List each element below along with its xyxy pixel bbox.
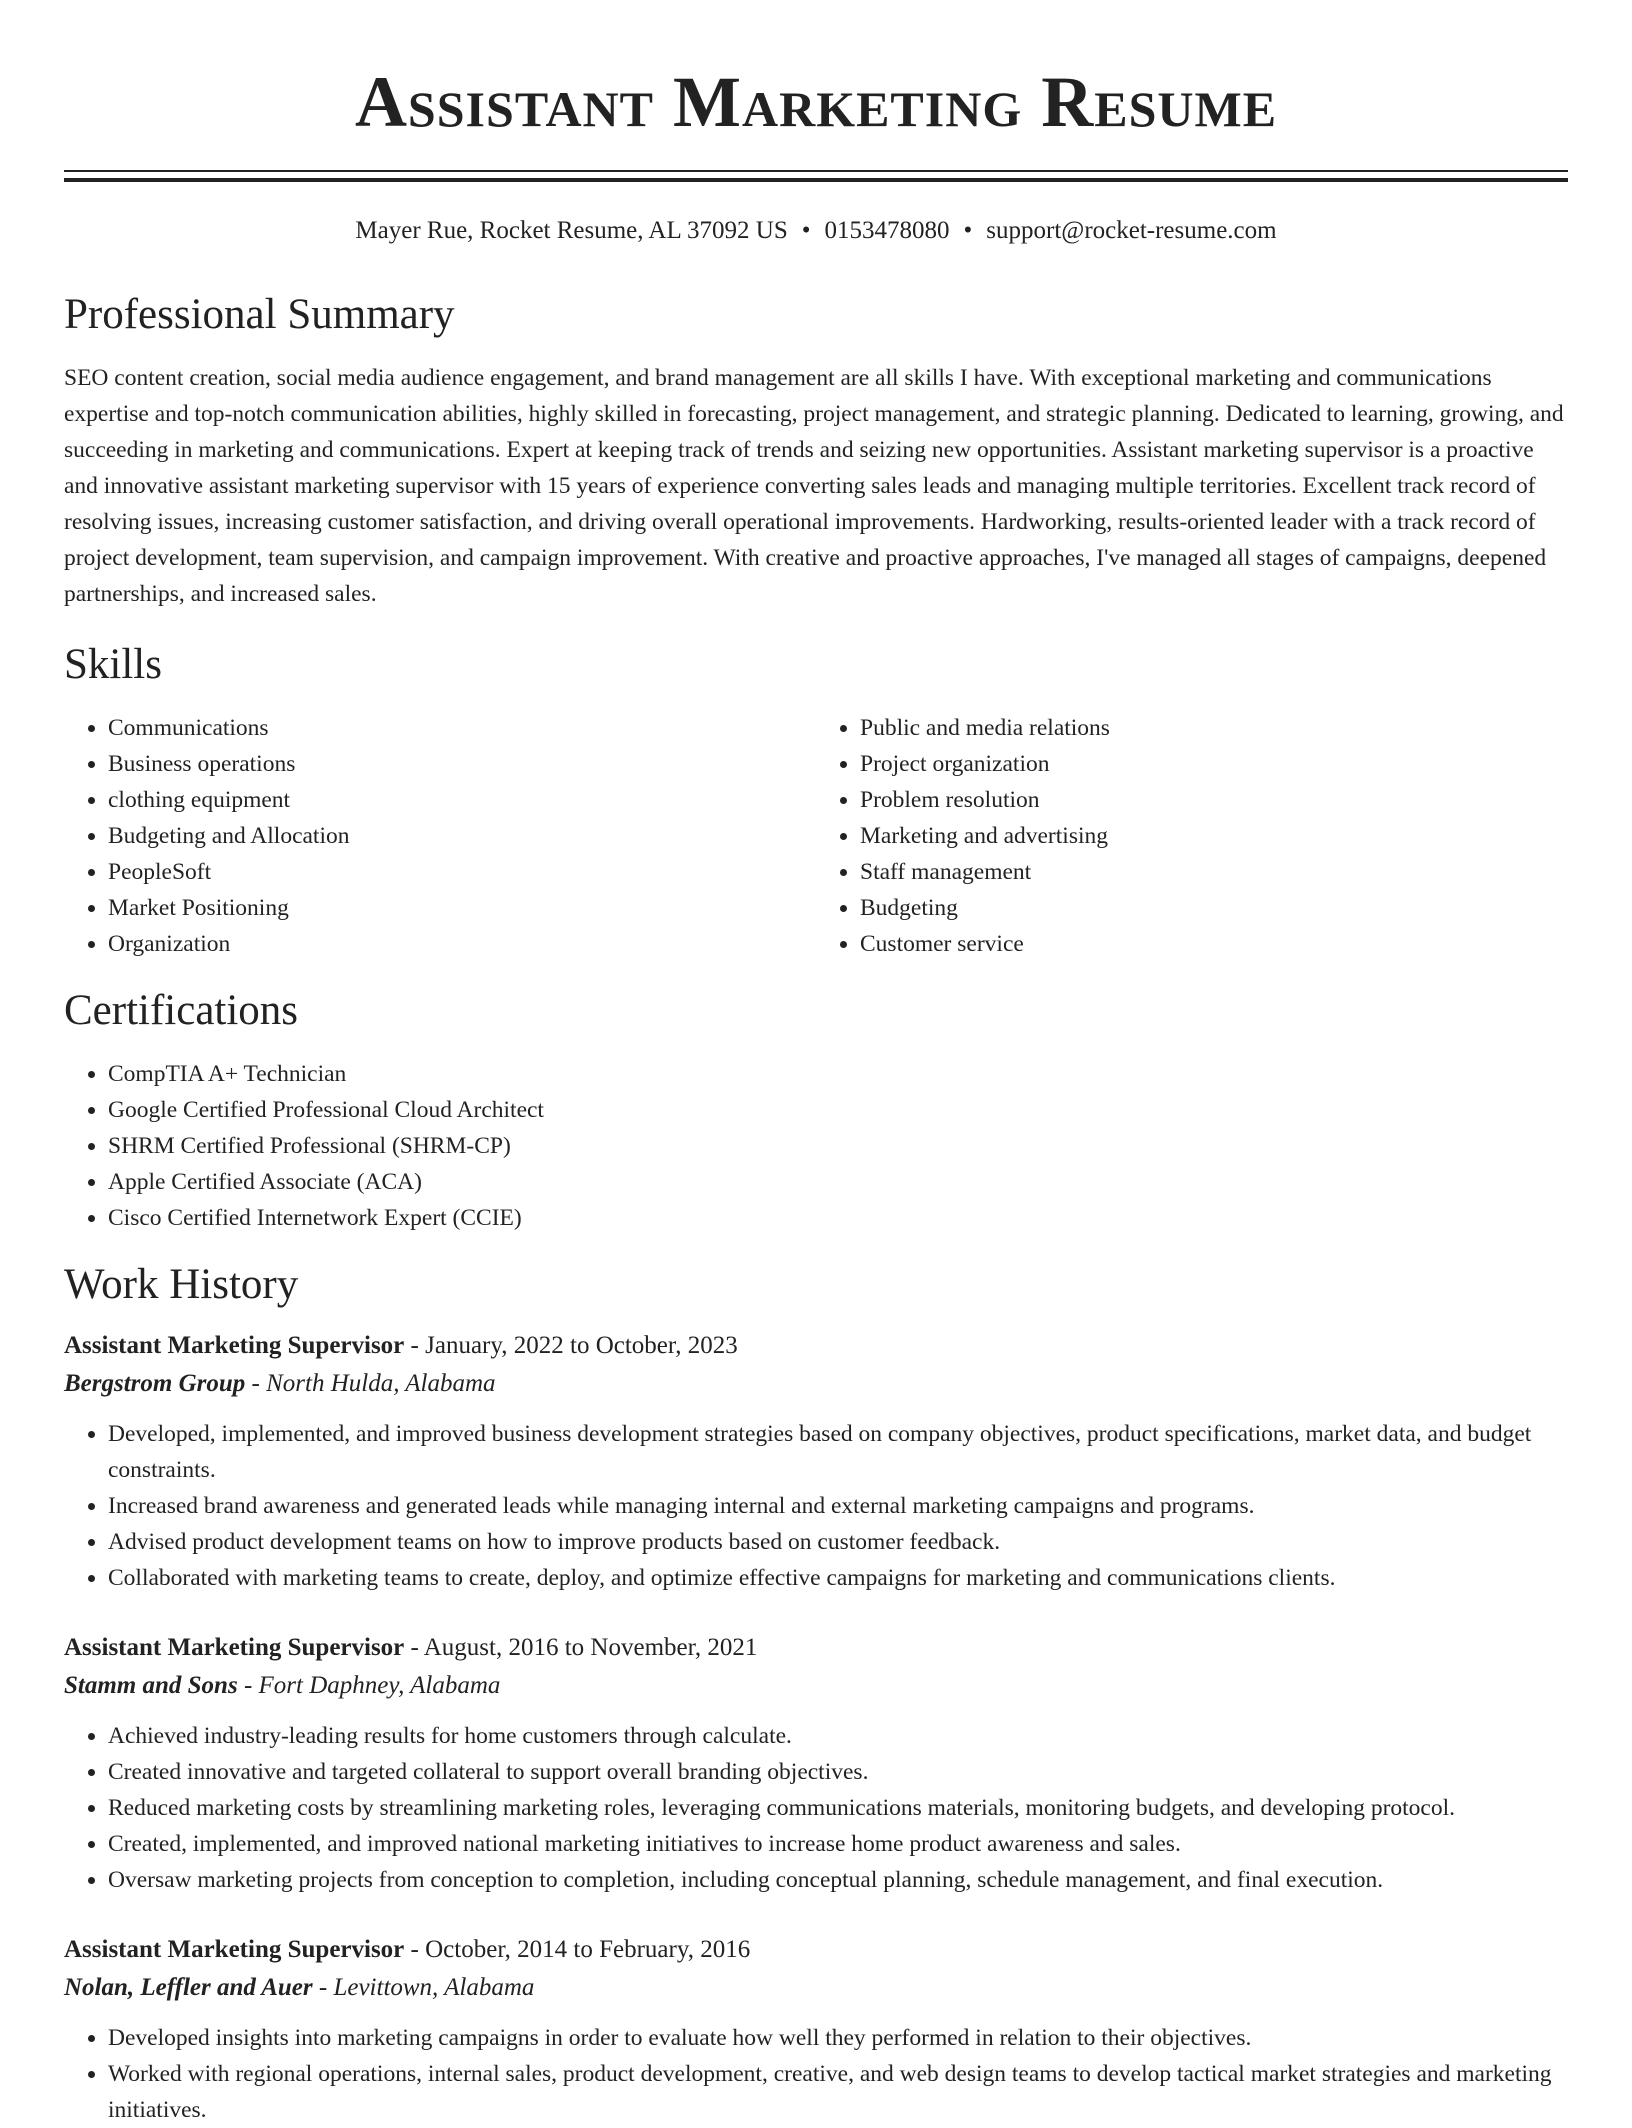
job-company-line (64, 1972, 1568, 2004)
job-role: Assistant Marketing Supervisor (64, 1936, 405, 1963)
job-entry (64, 1330, 1568, 1596)
job-duty: • Oversaw marketing projects from conception to completion, including conceptual planning, schedule management, and final execution. (108, 1862, 1568, 1898)
job-dates: - August, 2016 to November, 2021 (404, 1634, 758, 1661)
skill-item: • Market Positioning (108, 890, 816, 926)
resume-title: Assistant Marketing Resume (354, 62, 1278, 142)
resume-page (64, 0, 1568, 2128)
skill-item: • Communications (108, 710, 816, 746)
summary-text: SEO content creation, social media audience engagement, and brand management are all skills I have. With exceptional marketing and communications expertise and top-notch communication abilities, highly skilled in forecasting, project management, and strategic planning. Dedicated to learning, growing, and succeeding in marketing and communications. Expert at keeping track of trends and seizing new opportunities. Assistant marketing supervisor is a proactive and innovative assistant marketing supervisor with 15 years of experience converting sales leads and managing multiple territories. Excellent track record of resolving issues, increasing customer satisfaction, and driving overall operational improvements. Hardworking, results-oriented leader with a track record of project development, team supervision, and campaign improvement. With creative and proactive approaches, I've managed all stages of campaigns, deepened partnerships, and increased sales. (64, 365, 1564, 607)
skill-item: • Organization (108, 926, 816, 962)
job-duty: • Reduced marketing costs by streamlining marketing roles, leveraging communications materials, monitoring budgets, and developing protocol. (108, 1790, 1568, 1826)
skill-item: • Budgeting and Allocation (108, 818, 816, 854)
job-header (64, 1632, 1568, 1664)
job-company: Bergstrom Group (64, 1370, 246, 1397)
contact-line (64, 216, 1568, 246)
skill-item: • Project organization (860, 746, 1568, 782)
job-dates: - January, 2022 to October, 2023 (404, 1332, 738, 1359)
job-duties (64, 1718, 1568, 1898)
job-location: - Fort Daphney, Alabama (237, 1672, 501, 1699)
skill-item: • Staff management (860, 854, 1568, 890)
job-company-line (64, 1368, 1568, 1400)
skill-item: • Marketing and advertising (860, 818, 1568, 854)
job-header (64, 1330, 1568, 1362)
certification-item: • Apple Certified Associate (ACA) (108, 1164, 1568, 1200)
skill-item: • Problem resolution (860, 782, 1568, 818)
job-duty: • Collaborated with marketing teams to create, deploy, and optimize effective campaigns for marketing and communications clients. (108, 1560, 1568, 1596)
contact-address: Mayer Rue, Rocket Resume, AL 37092 US (355, 217, 788, 244)
contact-phone: 0153478080 (824, 217, 950, 244)
skill-item: • Customer service (860, 926, 1568, 962)
job-role: Assistant Marketing Supervisor (64, 1634, 405, 1661)
certifications-heading: Certifications (64, 987, 299, 1034)
certification-item: • Cisco Certified Internetwork Expert (CCIE) (108, 1200, 1568, 1236)
title-divider-thick (64, 178, 1568, 182)
job-duty: • Increased brand awareness and generated leads while managing internal and external marketing campaigns and programs. (108, 1488, 1568, 1524)
certification-item: • Google Certified Professional Cloud Architect (108, 1092, 1568, 1128)
skills-list-left (64, 710, 816, 962)
summary-heading: Professional Summary (64, 291, 455, 338)
job-entry (64, 1934, 1568, 2128)
contact-email: support@rocket-resume.com (986, 217, 1277, 244)
job-duty: • Developed insights into marketing campaigns in order to evaluate how well they performed in relation to their objectives. (108, 2020, 1568, 2056)
job-duty: • Achieved industry-leading results for home customers through calculate. (108, 1718, 1568, 1754)
certifications-list (64, 1056, 1568, 1236)
job-duties (64, 1416, 1568, 1596)
job-duty: • Advised product development teams on how to improve products based on customer feedback. (108, 1524, 1568, 1560)
skill-item: • PeopleSoft (108, 854, 816, 890)
job-company: Nolan, Leffler and Auer (64, 1974, 313, 2001)
job-dates: - October, 2014 to February, 2016 (404, 1936, 751, 1963)
certification-item: • CompTIA A+ Technician (108, 1056, 1568, 1092)
skills-heading: Skills (64, 641, 162, 688)
certification-item: • SHRM Certified Professional (SHRM-CP) (108, 1128, 1568, 1164)
skills-list-right (816, 710, 1568, 962)
title-divider-thin (64, 170, 1568, 172)
job-duty: • Created innovative and targeted collateral to support overall branding objectives. (108, 1754, 1568, 1790)
contact-separator: • (801, 217, 811, 244)
contact-separator: • (963, 217, 973, 244)
job-entry (64, 1632, 1568, 1898)
work-history-heading: Work History (64, 1261, 299, 1308)
job-duty: • Developed, implemented, and improved business development strategies based on company objectives, product specifications, market data, and budget constraints. (108, 1416, 1568, 1488)
job-company: Stamm and Sons (64, 1672, 238, 1699)
job-location: - Levittown, Alabama (312, 1974, 535, 2001)
job-header (64, 1934, 1568, 1966)
skill-item: • Business operations (108, 746, 816, 782)
skill-item: • Budgeting (860, 890, 1568, 926)
skill-item: • Public and media relations (860, 710, 1568, 746)
job-company-line (64, 1670, 1568, 1702)
job-duty: • Created, implemented, and improved national marketing initiatives to increase home product awareness and sales. (108, 1826, 1568, 1862)
job-duty: • Worked with regional operations, internal sales, product development, creative, and web design teams to develop tactical market strategies and marketing initiatives. (108, 2056, 1568, 2128)
skill-item: • clothing equipment (108, 782, 816, 818)
job-role: Assistant Marketing Supervisor (64, 1332, 405, 1359)
job-location: - North Hulda, Alabama (245, 1370, 496, 1397)
skills-columns (64, 710, 1568, 962)
